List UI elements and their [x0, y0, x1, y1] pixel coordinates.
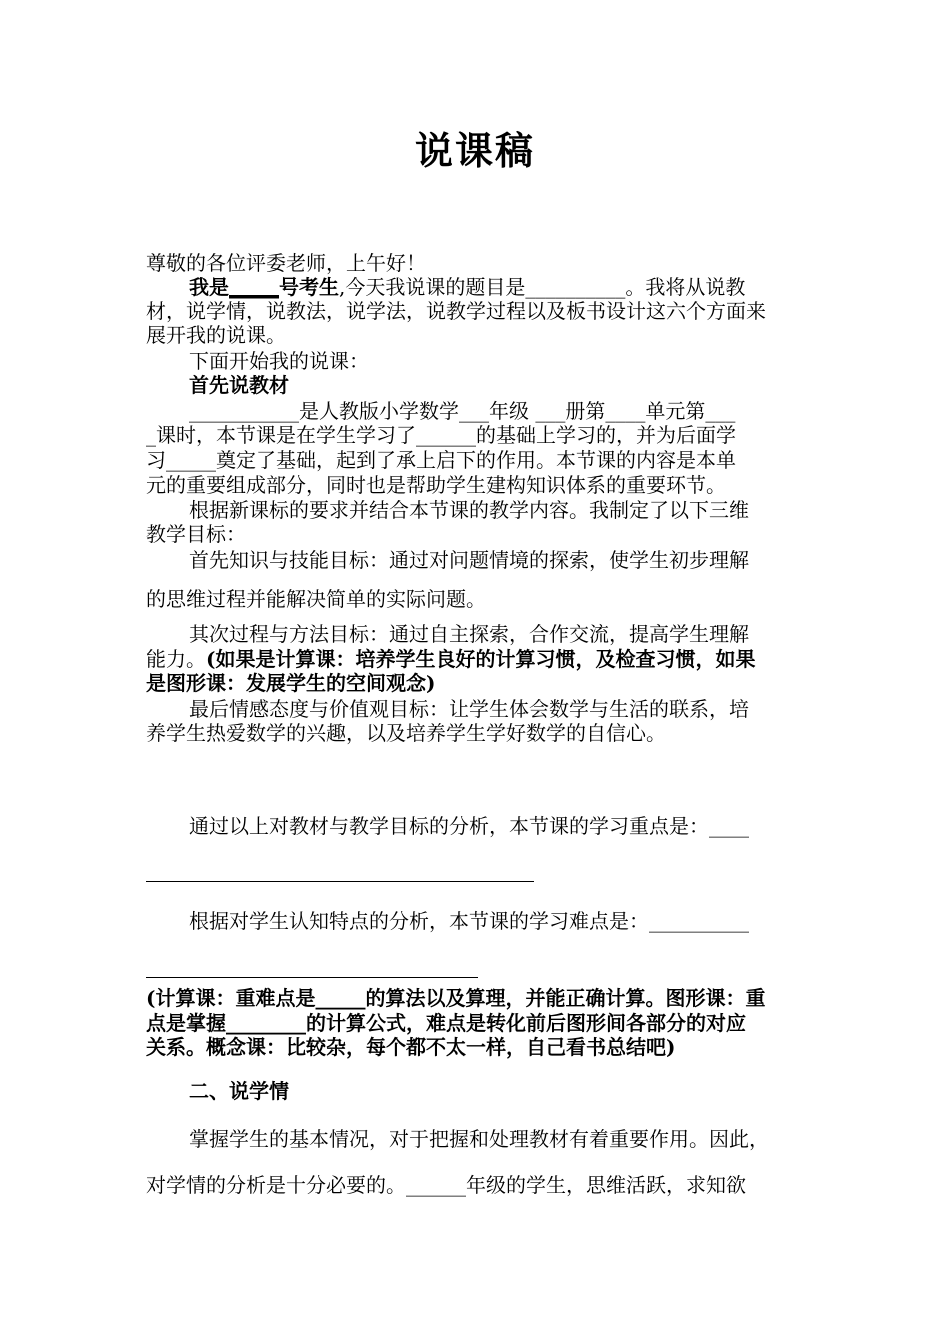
- key-point-line: 通过以上对教材与教学目标的分析，本节课的学习重点是：____: [189, 814, 749, 838]
- intro-bold-b: 号考生: [279, 275, 339, 299]
- greeting: 尊敬的各位评委老师，上午好！: [146, 251, 426, 275]
- difficult-point-line: 根据对学生认知特点的分析，本节课的学习难点是：__________: [189, 909, 749, 933]
- textbook-line-1: ___________是人教版小学数学___年级 ___册第____单元第___: [189, 399, 736, 423]
- goal-process-note: (如果是计算课：培养学生良好的计算习惯，及检查习惯，如果: [206, 647, 756, 671]
- note-line-1: (计算课：重难点是_____的算法以及算理，并能正确计算。图形课：重: [146, 986, 766, 1010]
- note-line-3: 关系。概念课：比较杂，每个都不太一样，自己看书总结吧): [146, 1035, 676, 1059]
- start-line: 下面开始我的说课：: [189, 349, 369, 373]
- section2-heading: 二、说学情: [189, 1079, 289, 1103]
- goal-process-line-2: [146, 647, 810, 671]
- textbook-line-2: _课时，本节课是在学生学习了______的基础上学习的，并为后面学: [146, 423, 736, 447]
- goal-knowledge-line-1: 首先知识与技能目标：通过对问题情境的探索，使学生初步理解: [189, 548, 749, 572]
- textbook-line-4: 元的重要组成部分，同时也是帮助学生建构知识体系的重要环节。: [146, 473, 726, 497]
- goal-process-line-3: 是图形课：发展学生的空间观念): [146, 671, 436, 695]
- note-line-2: 点是掌握________的计算公式，难点是转化前后图形间各部分的对应: [146, 1011, 746, 1035]
- intro-line-2: 材，说学情，说教法，说学法，说教学过程以及板书设计这六个方面来: [146, 299, 766, 323]
- candidate-number-blank: _____: [229, 275, 279, 299]
- goal-emotion-line-1: 最后情感态度与价值观目标：让学生体会数学与生活的联系，培: [189, 697, 749, 721]
- goal-emotion-line-2: 养学生热爱数学的兴趣，以及培养学生学好数学的自信心。: [146, 721, 666, 745]
- goals-intro-line-1: 根据新课标的要求并结合本节课的教学内容。我制定了以下三维: [189, 498, 749, 522]
- textbook-line-3: 习_____奠定了基础，起到了承上启下的作用。本节课的内容是本单: [146, 448, 736, 472]
- goal-knowledge-line-2: 的思维过程并能解决简单的实际问题。: [146, 587, 486, 611]
- students-line-1: 掌握学生的基本情况，对于把握和处理教材有着重要作用。因此，: [189, 1127, 769, 1151]
- goal-process-normal: 能力。: [146, 647, 206, 671]
- intro-line-3: 展开我的说课。: [146, 323, 286, 347]
- intro-bold-a: 我是: [189, 275, 229, 299]
- document-title: 说课稿: [414, 128, 535, 173]
- students-line-2: 对学情的分析是十分必要的。______年级的学生，思维活跃，求知欲: [146, 1173, 746, 1197]
- intro-rest: ,今天我说课的题目是__________。我将从说教: [339, 275, 746, 299]
- intro-line-1: [189, 275, 810, 299]
- difficult-point-rule: [146, 977, 478, 978]
- section1-heading: 首先说教材: [189, 373, 289, 397]
- goal-process-line-1: 其次过程与方法目标：通过自主探索，合作交流，提高学生理解: [189, 622, 749, 646]
- key-point-rule: [146, 881, 534, 882]
- goals-intro-line-2: 教学目标：: [146, 522, 246, 546]
